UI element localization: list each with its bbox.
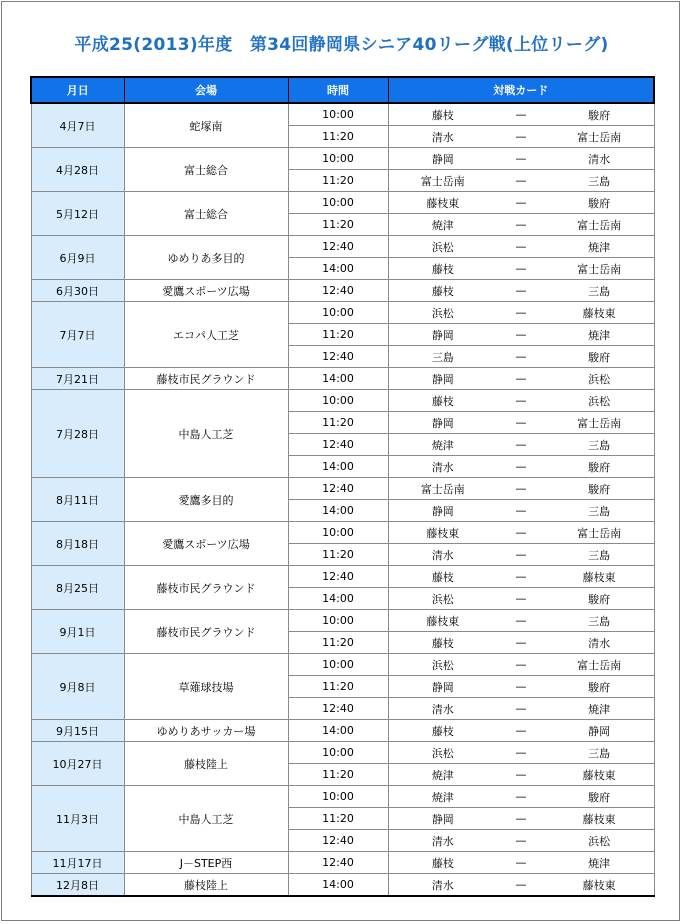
time-cell: 14:00 — [288, 588, 388, 610]
versus-separator: — — [515, 284, 527, 297]
home-team: 藤枝東 — [426, 526, 460, 540]
away-team: 駿府 — [588, 460, 611, 474]
match-card — [389, 126, 654, 147]
match-card — [389, 170, 654, 191]
versus-separator: — — [515, 328, 527, 341]
match-card-cell — [388, 324, 654, 346]
match-card-cell — [388, 676, 654, 698]
match-card — [389, 214, 654, 235]
match-card — [389, 434, 654, 455]
header-date: 月日 — [31, 77, 124, 103]
versus-separator: — — [515, 790, 527, 803]
match-card-cell — [388, 434, 654, 456]
versus-separator: — — [515, 658, 527, 671]
home-team: 浜松 — [431, 240, 454, 254]
home-team: 清水 — [431, 130, 454, 144]
table-row — [31, 192, 654, 214]
venue-cell: 藤枝市民グラウンド — [124, 566, 288, 610]
match-card — [389, 500, 654, 521]
date-cell: 6月9日 — [31, 236, 124, 280]
home-team: 静岡 — [431, 812, 454, 826]
versus-separator: — — [515, 812, 527, 825]
away-team: 藤枝東 — [582, 768, 616, 782]
time-cell: 12:40 — [288, 852, 388, 874]
home-team: 静岡 — [431, 416, 454, 430]
venue-cell: 草薙球技場 — [124, 654, 288, 720]
match-card-cell — [388, 764, 654, 786]
match-card-cell — [388, 170, 654, 192]
match-card — [389, 632, 654, 653]
table-row — [31, 654, 654, 676]
time-cell: 14:00 — [288, 500, 388, 522]
match-card-cell — [388, 456, 654, 478]
match-card-cell — [388, 258, 654, 280]
time-cell: 14:00 — [288, 720, 388, 742]
away-team: 三島 — [588, 614, 611, 628]
match-card — [389, 412, 654, 433]
table-row — [31, 280, 654, 302]
match-card-cell — [388, 566, 654, 588]
table-row — [31, 236, 654, 258]
versus-separator: — — [515, 130, 527, 143]
time-cell: 10:00 — [288, 742, 388, 764]
header-row — [31, 77, 654, 103]
match-card — [389, 676, 654, 697]
match-card — [389, 346, 654, 367]
venue-cell: 愛鷹スポーツ広場 — [124, 280, 288, 302]
home-team: 浜松 — [431, 306, 454, 320]
date-cell: 11月3日 — [31, 786, 124, 852]
date-cell: 7月7日 — [31, 302, 124, 368]
away-team: 富士岳南 — [577, 218, 622, 232]
match-card-cell — [388, 588, 654, 610]
match-card — [389, 742, 654, 763]
match-card-cell — [388, 412, 654, 434]
time-cell: 11:20 — [288, 632, 388, 654]
away-team: 三島 — [588, 438, 611, 452]
time-cell: 12:40 — [288, 346, 388, 368]
match-card — [389, 324, 654, 345]
match-card-cell — [388, 654, 654, 676]
versus-separator: — — [515, 460, 527, 473]
home-team: 静岡 — [431, 152, 454, 166]
match-card — [389, 786, 654, 807]
time-cell: 10:00 — [288, 302, 388, 324]
schedule-table — [30, 76, 655, 897]
versus-separator: — — [515, 746, 527, 759]
versus-separator: — — [515, 394, 527, 407]
venue-cell: 愛鷹スポーツ広場 — [124, 522, 288, 566]
home-team: 焼津 — [431, 768, 454, 782]
match-card-cell — [388, 302, 654, 324]
match-card — [389, 236, 654, 257]
match-card — [389, 522, 654, 543]
home-team: 藤枝 — [431, 108, 454, 122]
away-team: 焼津 — [588, 702, 611, 716]
table-row — [31, 148, 654, 170]
match-card — [389, 456, 654, 477]
match-card — [389, 368, 654, 389]
away-team: 駿府 — [588, 196, 611, 210]
venue-cell: 藤枝陸上 — [124, 742, 288, 786]
match-card — [389, 830, 654, 851]
time-cell: 12:40 — [288, 566, 388, 588]
date-cell: 10月27日 — [31, 742, 124, 786]
match-card — [389, 654, 654, 675]
versus-separator: — — [515, 372, 527, 385]
table-row — [31, 610, 654, 632]
match-card-cell — [388, 500, 654, 522]
home-team: 藤枝東 — [426, 614, 460, 628]
table-row — [31, 478, 654, 500]
match-card-cell — [388, 214, 654, 236]
versus-separator: — — [515, 240, 527, 253]
match-card-cell — [388, 346, 654, 368]
home-team: 藤枝 — [431, 284, 454, 298]
home-team: 浜松 — [431, 658, 454, 672]
match-card — [389, 808, 654, 829]
away-team: 藤枝東 — [582, 878, 616, 892]
away-team: 清水 — [588, 636, 611, 650]
match-card-cell — [388, 478, 654, 500]
venue-cell: エコパ人工芝 — [124, 302, 288, 368]
header-venue: 会場 — [124, 77, 288, 103]
home-team: 藤枝 — [431, 856, 454, 870]
match-card-cell — [388, 390, 654, 412]
match-card-cell — [388, 852, 654, 874]
time-cell: 11:20 — [288, 170, 388, 192]
versus-separator: — — [515, 108, 527, 121]
home-team: 清水 — [431, 834, 454, 848]
away-team: 駿府 — [588, 592, 611, 606]
date-cell: 9月1日 — [31, 610, 124, 654]
venue-cell: 藤枝市民グラウンド — [124, 368, 288, 390]
home-team: 焼津 — [431, 790, 454, 804]
match-card — [389, 588, 654, 609]
time-cell: 10:00 — [288, 654, 388, 676]
away-team: 駿府 — [588, 350, 611, 364]
versus-separator: — — [515, 196, 527, 209]
home-team: 藤枝 — [431, 570, 454, 584]
table-row — [31, 302, 654, 324]
table-row — [31, 874, 654, 897]
date-cell: 5月12日 — [31, 192, 124, 236]
date-cell: 9月8日 — [31, 654, 124, 720]
versus-separator: — — [515, 614, 527, 627]
venue-cell: 蛇塚南 — [124, 103, 288, 148]
versus-separator: — — [515, 834, 527, 847]
date-cell: 7月21日 — [31, 368, 124, 390]
table-row — [31, 522, 654, 544]
home-team: 静岡 — [431, 372, 454, 386]
away-team: 駿府 — [588, 108, 611, 122]
home-team: 浜松 — [431, 746, 454, 760]
time-cell: 14:00 — [288, 258, 388, 280]
time-cell: 11:20 — [288, 764, 388, 786]
match-card-cell — [388, 632, 654, 654]
time-cell: 12:40 — [288, 280, 388, 302]
home-team: 清水 — [431, 878, 454, 892]
away-team: 富士岳南 — [577, 416, 622, 430]
time-cell: 11:20 — [288, 324, 388, 346]
versus-separator: — — [515, 636, 527, 649]
away-team: 駿府 — [588, 680, 611, 694]
table-row — [31, 720, 654, 742]
versus-separator: — — [515, 878, 527, 891]
time-cell: 10:00 — [288, 786, 388, 808]
date-cell: 4月28日 — [31, 148, 124, 192]
match-card-cell — [388, 103, 654, 126]
header-time: 時間 — [288, 77, 388, 103]
match-card-cell — [388, 522, 654, 544]
match-card — [389, 720, 654, 741]
versus-separator: — — [515, 856, 527, 869]
versus-separator: — — [515, 504, 527, 517]
date-cell: 9月15日 — [31, 720, 124, 742]
time-cell: 11:20 — [288, 126, 388, 148]
versus-separator: — — [515, 306, 527, 319]
date-cell: 6月30日 — [31, 280, 124, 302]
versus-separator: — — [515, 350, 527, 363]
versus-separator: — — [515, 768, 527, 781]
time-cell: 11:20 — [288, 808, 388, 830]
table-row — [31, 852, 654, 874]
time-cell: 12:40 — [288, 478, 388, 500]
home-team: 静岡 — [431, 328, 454, 342]
table-row — [31, 786, 654, 808]
versus-separator: — — [515, 482, 527, 495]
match-card-cell — [388, 280, 654, 302]
match-card — [389, 390, 654, 411]
match-card-cell — [388, 126, 654, 148]
table-row — [31, 742, 654, 764]
away-team: 富士岳南 — [577, 262, 622, 276]
page-title: 平成25(2013)年度 第34回静岡県シニア40リーグ戦(上位リーグ) — [74, 35, 609, 55]
versus-separator: — — [515, 548, 527, 561]
match-card — [389, 874, 654, 895]
time-cell: 12:40 — [288, 830, 388, 852]
versus-separator: — — [515, 174, 527, 187]
venue-cell: 中島人工芝 — [124, 390, 288, 478]
home-team: 焼津 — [431, 438, 454, 452]
away-team: 駿府 — [588, 482, 611, 496]
away-team: 富士岳南 — [577, 130, 622, 144]
home-team: 富士岳南 — [420, 482, 465, 496]
date-cell: 11月17日 — [31, 852, 124, 874]
venue-cell: 愛鷹多目的 — [124, 478, 288, 522]
match-card — [389, 852, 654, 873]
match-card-cell — [388, 192, 654, 214]
table-row — [31, 103, 654, 126]
away-team: 藤枝東 — [582, 812, 616, 826]
match-card — [389, 544, 654, 565]
away-team: 駿府 — [588, 790, 611, 804]
away-team: 三島 — [588, 174, 611, 188]
match-card — [389, 478, 654, 499]
home-team: 藤枝東 — [426, 196, 460, 210]
match-card-cell — [388, 830, 654, 852]
match-card-cell — [388, 698, 654, 720]
table-row — [31, 566, 654, 588]
match-card-cell — [388, 610, 654, 632]
venue-cell: 富士総合 — [124, 192, 288, 236]
table-row — [31, 390, 654, 412]
versus-separator: — — [515, 416, 527, 429]
venue-cell: 中島人工芝 — [124, 786, 288, 852]
home-team: 静岡 — [431, 504, 454, 518]
away-team: 焼津 — [588, 240, 611, 254]
home-team: 清水 — [431, 548, 454, 562]
match-card — [389, 104, 654, 125]
time-cell: 10:00 — [288, 522, 388, 544]
match-card — [389, 566, 654, 587]
venue-cell: ゆめりあ多目的 — [124, 236, 288, 280]
time-cell: 10:00 — [288, 610, 388, 632]
home-team: 清水 — [431, 702, 454, 716]
versus-separator: — — [515, 152, 527, 165]
away-team: 焼津 — [588, 856, 611, 870]
table-row — [31, 368, 654, 390]
time-cell: 10:00 — [288, 148, 388, 170]
venue-cell: 富士総合 — [124, 148, 288, 192]
time-cell: 11:20 — [288, 412, 388, 434]
versus-separator: — — [515, 702, 527, 715]
match-card-cell — [388, 874, 654, 897]
away-team: 三島 — [588, 284, 611, 298]
match-card — [389, 610, 654, 631]
time-cell: 14:00 — [288, 874, 388, 897]
home-team: 藤枝 — [431, 262, 454, 276]
match-card — [389, 302, 654, 323]
home-team: 清水 — [431, 460, 454, 474]
schedule-body — [31, 103, 654, 896]
home-team: 富士岳南 — [420, 174, 465, 188]
home-team: 藤枝 — [431, 724, 454, 738]
match-card-cell — [388, 544, 654, 566]
away-team: 三島 — [588, 548, 611, 562]
versus-separator: — — [515, 438, 527, 451]
match-card — [389, 148, 654, 169]
match-card — [389, 258, 654, 279]
time-cell: 14:00 — [288, 456, 388, 478]
away-team: 藤枝東 — [582, 570, 616, 584]
header-card: 対戦カード — [388, 77, 654, 103]
away-team: 富士岳南 — [577, 526, 622, 540]
match-card-cell — [388, 808, 654, 830]
home-team: 藤枝 — [431, 394, 454, 408]
home-team: 三島 — [431, 350, 454, 364]
home-team: 焼津 — [431, 218, 454, 232]
match-card-cell — [388, 742, 654, 764]
away-team: 三島 — [588, 504, 611, 518]
time-cell: 12:40 — [288, 698, 388, 720]
home-team: 浜松 — [431, 592, 454, 606]
time-cell: 10:00 — [288, 192, 388, 214]
away-team: 焼津 — [588, 328, 611, 342]
time-cell: 11:20 — [288, 544, 388, 566]
versus-separator: — — [515, 526, 527, 539]
date-cell: 8月25日 — [31, 566, 124, 610]
home-team: 静岡 — [431, 680, 454, 694]
away-team: 浜松 — [588, 372, 611, 386]
match-card — [389, 192, 654, 213]
time-cell: 10:00 — [288, 390, 388, 412]
versus-separator: — — [515, 218, 527, 231]
date-cell: 8月18日 — [31, 522, 124, 566]
versus-separator: — — [515, 592, 527, 605]
time-cell: 11:20 — [288, 676, 388, 698]
venue-cell: 藤枝陸上 — [124, 874, 288, 897]
venue-cell: J－STEP西 — [124, 852, 288, 874]
date-cell: 7月28日 — [31, 390, 124, 478]
date-cell: 12月8日 — [31, 874, 124, 897]
away-team: 三島 — [588, 746, 611, 760]
versus-separator: — — [515, 262, 527, 275]
time-cell: 11:20 — [288, 214, 388, 236]
versus-separator: — — [515, 680, 527, 693]
time-cell: 12:40 — [288, 434, 388, 456]
match-card-cell — [388, 368, 654, 390]
home-team: 藤枝 — [431, 636, 454, 650]
away-team: 浜松 — [588, 394, 611, 408]
match-card — [389, 764, 654, 785]
away-team: 藤枝東 — [582, 306, 616, 320]
date-cell: 4月7日 — [31, 103, 124, 148]
match-card-cell — [388, 236, 654, 258]
match-card — [389, 280, 654, 301]
versus-separator: — — [515, 724, 527, 737]
match-card — [389, 698, 654, 719]
venue-cell: 藤枝市民グラウンド — [124, 610, 288, 654]
match-card-cell — [388, 720, 654, 742]
date-cell: 8月11日 — [31, 478, 124, 522]
time-cell: 10:00 — [288, 103, 388, 126]
venue-cell: ゆめりあサッカー場 — [124, 720, 288, 742]
versus-separator: — — [515, 570, 527, 583]
match-card-cell — [388, 148, 654, 170]
away-team: 清水 — [588, 152, 611, 166]
time-cell: 14:00 — [288, 368, 388, 390]
away-team: 富士岳南 — [577, 658, 622, 672]
away-team: 静岡 — [588, 724, 611, 738]
away-team: 浜松 — [588, 834, 611, 848]
match-card-cell — [388, 786, 654, 808]
time-cell: 12:40 — [288, 236, 388, 258]
